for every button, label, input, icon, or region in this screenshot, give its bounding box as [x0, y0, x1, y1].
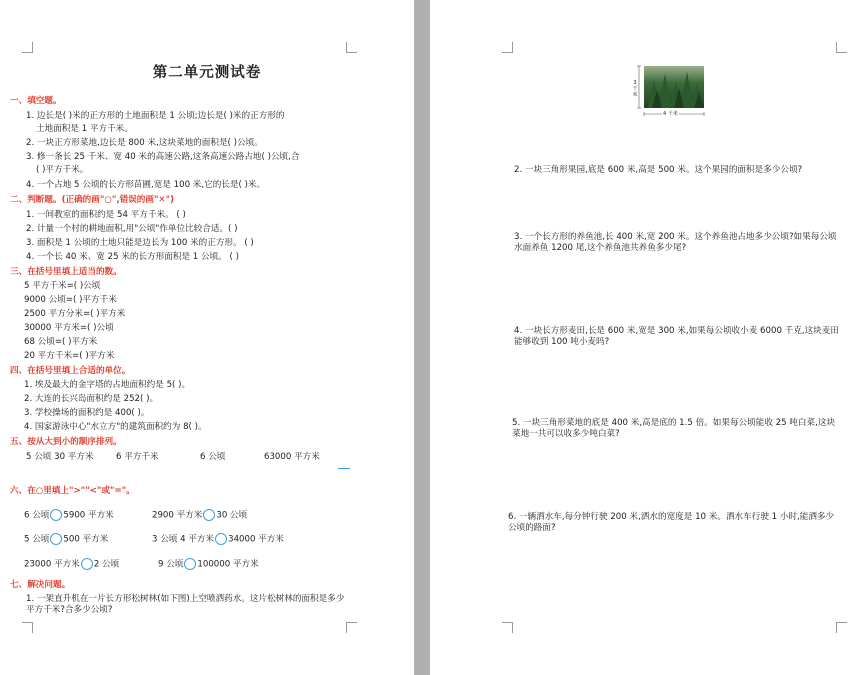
compare-circle[interactable]: [184, 558, 196, 570]
corner-mark: [836, 42, 847, 53]
compare-left: 9 公顷: [158, 559, 184, 570]
compare-left: 23000 平方米: [24, 559, 80, 570]
question-text: 5 平方千米=( )公顷: [24, 281, 101, 291]
corner-mark: [836, 622, 847, 633]
corner-mark: [22, 42, 33, 53]
problem-4: 4. 一块长方形麦田,长是 600 米,宽是 300 米,如果每公顷收小麦 6000 千克,这块麦田能够收到 100 吨小麦吗?: [514, 326, 839, 347]
problem-6: 6. 一辆洒水车,每分钟行驶 200 米,洒水的宽度是 10 米。洒水车行驶 1 小时,能洒多少公顷的路面?: [508, 512, 835, 533]
question-text: 4. 国家游泳中心"水立方"的建筑面积约为 8( )。: [24, 422, 207, 432]
compare-circle[interactable]: [50, 509, 62, 521]
question-text: 68 公顷=( )平方米: [24, 337, 98, 347]
corner-mark: [22, 622, 33, 633]
compare-right: 500 平方米: [63, 534, 109, 545]
page-gap: [414, 0, 430, 675]
compare-circle[interactable]: [81, 558, 93, 570]
problem-3: 3. 一个长方形的养鱼池,长 400 米,宽 200 米。这个养鱼池占地多少公顷?如果每公顷水面养鱼 1200 尾,这个养鱼池共养鱼多少尾?: [514, 232, 837, 253]
page-title: 第二单元测试卷: [152, 65, 262, 81]
compare-left: 2900 平方米: [152, 510, 203, 521]
question-text: 3. 面积是 1 公顷的土地只能是边长为 100 米的正方形。 ( ): [26, 238, 254, 248]
section-heading-7: 七、解决问题。: [10, 580, 71, 590]
compare-row: [24, 558, 119, 571]
compare-right: 100000 平方米: [197, 559, 259, 570]
order-item: 6 公顷: [200, 452, 226, 462]
question-text: 土地面积是 1 平方千米。: [36, 124, 133, 134]
figure-width-label: 4 千米: [663, 111, 678, 117]
question-text: 3. 修一条长 25 千米、宽 40 米的高速公路,这条高速公路占地( )公顷,合: [26, 152, 300, 162]
problem-2: 2. 一块三角形果园,底是 600 米,高是 500 米。这个果园的面积是多少公顷?: [514, 165, 803, 175]
compare-left: 3 公顷 4 平方米: [152, 534, 215, 545]
corner-mark: [502, 42, 513, 53]
figure-height-label: 3 千米: [632, 80, 638, 98]
question-text: 4. 一个长 40 米、宽 25 米的长方形面积是 1 公顷。 ( ): [26, 252, 239, 262]
compare-row: [24, 509, 114, 522]
compare-right: 34000 平方米: [228, 534, 284, 545]
compare-row: [158, 558, 259, 571]
cursor-mark: [338, 468, 350, 469]
question-text: 2. 一块正方形菜地,边长是 800 米,这块菜地的面积是( )公顷。: [26, 138, 263, 148]
corner-mark: [346, 42, 357, 53]
page-left: [0, 0, 414, 675]
question-text: ( )平方千米。: [36, 165, 89, 175]
compare-row: [152, 533, 284, 546]
question-text: 3. 学校操场的面积约是 400( )。: [24, 408, 150, 418]
compare-right: 2 公顷: [93, 559, 120, 570]
question-text: 1. 边长是( )米的正方形的土地面积是 1 公顷;边长是( )米的正方形的: [26, 111, 285, 121]
compare-row: [24, 533, 108, 546]
corner-mark: [346, 622, 357, 633]
order-item: 6 平方千米: [116, 452, 159, 462]
section-heading-4: 四、在括号里填上合适的单位。: [10, 366, 131, 376]
question-text: 20 平方千米=( )平方米: [24, 351, 115, 361]
compare-left: 5 公顷: [24, 534, 50, 545]
compare-circle[interactable]: [215, 533, 227, 545]
question-text: 2. 大连的长兴岛面积约是 252( )。: [24, 394, 159, 404]
compare-right: 30 公顷: [216, 510, 248, 521]
question-text: 1. 一间教室的面积约是 54 平方千米。 ( ): [26, 210, 186, 220]
question-text: 30000 平方米=( )公顷: [24, 323, 114, 333]
compare-circle[interactable]: [203, 509, 215, 521]
compare-row: [152, 509, 247, 522]
question-text: 2500 平方分米=( )平方米: [24, 309, 126, 319]
section-heading-5: 五、按从大到小的顺序排列。: [10, 437, 122, 447]
problem-1: 1. 一架直升机在一片长方形松树林(如下图)上空喷洒药水。这片松树林的面积是多少平方千米?合多少公顷?: [26, 594, 345, 615]
pine-forest-figure: [634, 62, 708, 120]
compare-left: 6 公顷: [24, 510, 50, 521]
question-text: 4. 一个占地 5 公顷的长方形苗圃,宽是 100 米,它的长是( )米。: [26, 180, 266, 190]
section-heading-3: 三、在括号里填上适当的数。: [10, 267, 122, 277]
compare-right: 5900 平方米: [63, 510, 114, 521]
section-heading-6: 六、在○里填上">""<"或"="。: [10, 486, 135, 496]
order-item: 63000 平方米: [264, 452, 320, 462]
compare-circle[interactable]: [50, 533, 62, 545]
section-heading-2: 二、判断题。(正确的画"○",错误的画"✕"): [10, 195, 175, 205]
corner-mark: [502, 622, 513, 633]
question-text: 1. 埃及最大的金字塔的占地面积约是 5( )。: [24, 380, 191, 390]
question-text: 9000 公顷=( )平方千米: [24, 295, 117, 305]
question-text: 2. 计量一个村的耕地面积,用"公顷"作单位比较合适。( ): [26, 224, 238, 234]
order-item: 5 公顷 30 平方米: [26, 452, 94, 462]
section-heading-1: 一、填空题。: [10, 96, 62, 106]
problem-5: 5. 一块三角形菜地的底是 400 米,高是底的 1.5 倍。如果每公顷能收 25 吨白菜,这块菜地一共可以收多少吨白菜?: [512, 418, 836, 439]
